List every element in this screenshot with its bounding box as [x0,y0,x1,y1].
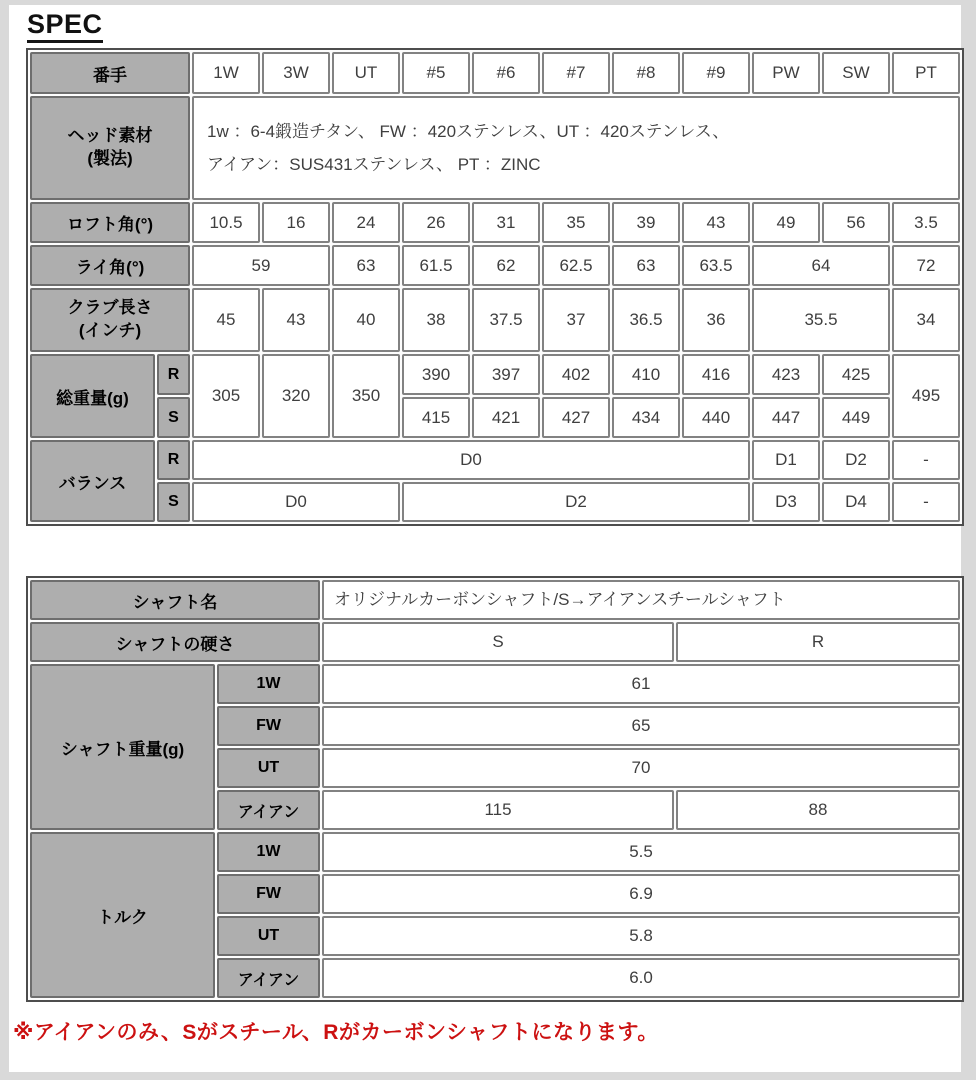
balance-s-pw: D3 [752,482,820,522]
lie-6: 62 [472,245,540,286]
col-6: #6 [472,52,540,94]
shaft-weight-ut-label: UT [217,748,320,788]
shaft-name-row [30,580,960,620]
weight-s-5: 415 [402,397,470,438]
length-8: 36.5 [612,288,680,352]
balance-r-main: D0 [192,440,750,480]
weight-r-7: 402 [542,354,610,395]
shaft-weight-ut-value: 70 [322,748,960,788]
loft-label: ロフト角(°) [30,202,190,243]
balance-s-pt: - [892,482,960,522]
head-material-label [30,96,190,200]
lie-8: 63 [612,245,680,286]
head-material-label-line2: (製法) [87,149,133,168]
weight-s-sw: 449 [822,397,890,438]
loft-5: 26 [402,202,470,243]
length-1w: 45 [192,288,260,352]
loft-pw: 49 [752,202,820,243]
shaft-weight-iron-s: 115 [322,790,674,830]
shaft-table [26,576,964,1002]
lie-row [30,245,960,286]
length-label [30,288,190,352]
weight-ut: 350 [332,354,400,438]
weight-r-8: 410 [612,354,680,395]
weight-s-pw: 447 [752,397,820,438]
shaft-flex-label: シャフトの硬さ [30,622,320,662]
lie-1w3w: 59 [192,245,330,286]
weight-s-6: 421 [472,397,540,438]
length-pt: 34 [892,288,960,352]
loft-pt: 3.5 [892,202,960,243]
torque-iron-label: アイアン [217,958,320,998]
lie-5: 61.5 [402,245,470,286]
balance-r-pw: D1 [752,440,820,480]
weight-r-9: 416 [682,354,750,395]
lie-label: ライ角(°) [30,245,190,286]
length-5: 38 [402,288,470,352]
weight-pt: 495 [892,354,960,438]
torque-fw-label: FW [217,874,320,914]
shaft-weight-fw-value: 65 [322,706,960,746]
torque-1w-value: 5.5 [322,832,960,872]
weight-r-flag: R [157,354,190,395]
col-5: #5 [402,52,470,94]
weight-s-row [30,397,960,438]
loft-1w: 10.5 [192,202,260,243]
col-1w: 1W [192,52,260,94]
lie-pt: 72 [892,245,960,286]
loft-8: 39 [612,202,680,243]
balance-r-flag: R [157,440,190,480]
shaft-flex-s: S [322,622,674,662]
length-label-line2: (インチ) [78,321,142,340]
weight-s-flag: S [157,397,190,438]
shaft-weight-iron-r: 88 [676,790,960,830]
balance-s-flag: S [157,482,190,522]
weight-r-pw: 423 [752,354,820,395]
head-material-row [30,96,960,200]
col-3w: 3W [262,52,330,94]
lie-ut: 63 [332,245,400,286]
balance-s-row [30,482,960,522]
balance-r-row [30,440,960,480]
loft-7: 35 [542,202,610,243]
col-8: #8 [612,52,680,94]
weight-r-row [30,354,960,395]
head-material-value [192,96,960,200]
club-number-header: 番手 [30,52,190,94]
length-9: 36 [682,288,750,352]
weight-s-8: 434 [612,397,680,438]
torque-1w-label: 1W [217,832,320,872]
length-ut: 40 [332,288,400,352]
torque-label: トルク [30,832,215,998]
head-material-line2: アイアン：SUS431ステンレス、 PT ：ZINC [207,155,541,174]
length-6: 37.5 [472,288,540,352]
torque-1w-row [30,832,960,872]
col-pt: PT [892,52,960,94]
torque-ut-value: 5.8 [322,916,960,956]
loft-row [30,202,960,243]
torque-ut-label: UT [217,916,320,956]
col-ut: UT [332,52,400,94]
shaft-flex-row [30,622,960,662]
shaft-weight-label: シャフト重量(g) [30,664,215,830]
length-pwsw: 35.5 [752,288,890,352]
weight-3w: 320 [262,354,330,438]
shaft-weight-1w-row [30,664,960,704]
balance-r-pt: - [892,440,960,480]
torque-iron-value: 6.0 [322,958,960,998]
shaft-weight-fw-label: FW [217,706,320,746]
balance-label: バランス [30,440,155,522]
weight-s-9: 440 [682,397,750,438]
balance-s-irons: D2 [402,482,750,522]
weight-r-sw: 425 [822,354,890,395]
balance-r-sw: D2 [822,440,890,480]
head-material-line1: 1w ：6-4鍛造チタン、 FW ：420ステンレス、UT ：420ステンレス、 [207,121,730,141]
shaft-name-value: オリジナルカーボンシャフト/S→アイアンスチールシャフト [322,580,960,620]
loft-6: 31 [472,202,540,243]
shaft-weight-iron-label: アイアン [217,790,320,830]
weight-s-7: 427 [542,397,610,438]
loft-9: 43 [682,202,750,243]
page-title: SPEC [27,9,103,43]
loft-3w: 16 [262,202,330,243]
lie-9: 63.5 [682,245,750,286]
col-9: #9 [682,52,750,94]
shaft-name-label: シャフト名 [30,580,320,620]
weight-label: 総重量(g) [30,354,155,438]
weight-r-6: 397 [472,354,540,395]
page-panel [9,5,961,1072]
length-row [30,288,960,352]
loft-sw: 56 [822,202,890,243]
col-sw: SW [822,52,890,94]
head-material-label-line1: ヘッド素材 [67,126,153,146]
balance-s-woods: D0 [192,482,400,522]
lie-pwsw: 64 [752,245,890,286]
length-label-line1: クラブ長さ [67,298,153,318]
torque-fw-value: 6.9 [322,874,960,914]
length-7: 37 [542,288,610,352]
shaft-weight-1w-value: 61 [322,664,960,704]
spec-table [26,48,964,526]
iron-shaft-footnote: ※アイアンのみ、Sがスチール、Rがカーボンシャフトになります。 [13,1021,659,1044]
shaft-weight-1w-label: 1W [217,664,320,704]
loft-ut: 24 [332,202,400,243]
lie-7: 62.5 [542,245,610,286]
shaft-flex-r: R [676,622,960,662]
weight-1w: 305 [192,354,260,438]
col-7: #7 [542,52,610,94]
col-pw: PW [752,52,820,94]
length-3w: 43 [262,288,330,352]
balance-s-sw: D4 [822,482,890,522]
weight-r-5: 390 [402,354,470,395]
spec-header-row [30,52,960,94]
